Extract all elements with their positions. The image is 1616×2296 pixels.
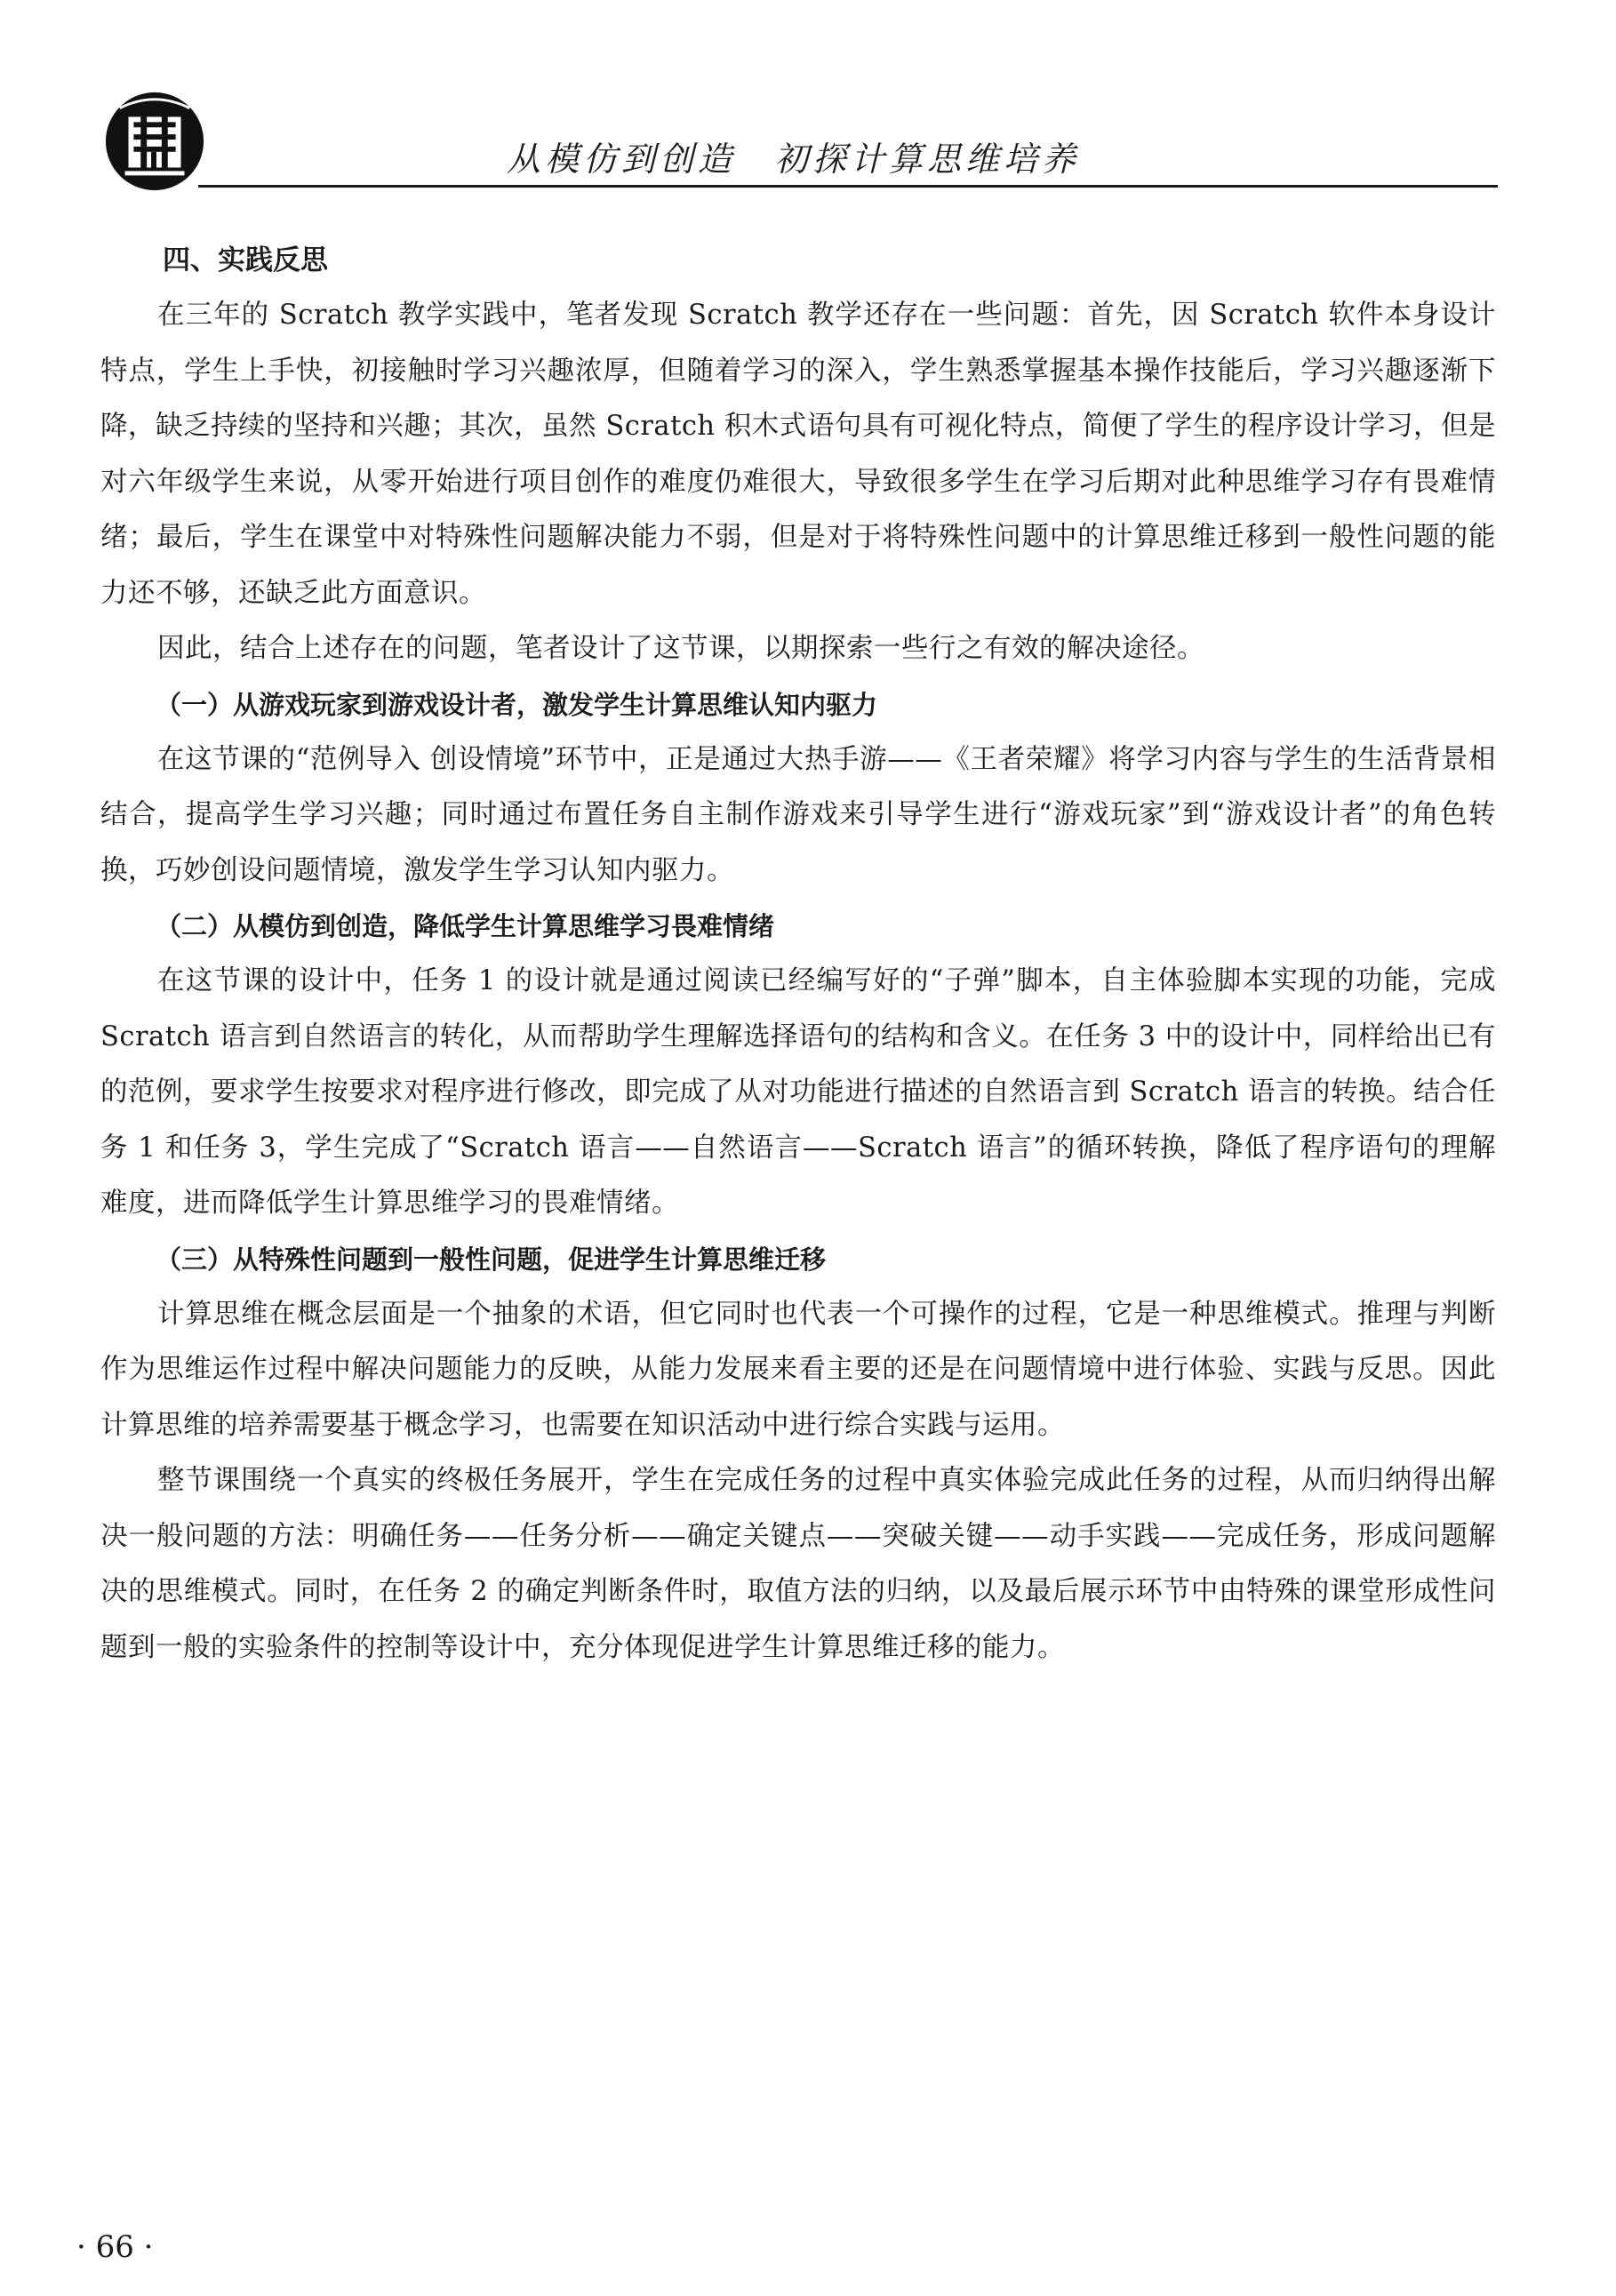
page-number: · 66 · [76,2229,154,2265]
subsection-heading: （一）从游戏玩家到游戏设计者，激发学生计算思维认知内驱力 [156,689,878,720]
subsection-heading: （三）从特殊性问题到一般性问题，促进学生计算思维迁移 [156,1244,827,1275]
header-rule [198,185,1498,188]
running-header-title: 从模仿到创造 初探计算思维培养 [506,140,1080,179]
paragraph: 在这节课的“范例导入 创设情境”环节中，正是通过大热手游——《王者荣耀》将学习内容与学生的生活背景相结合，提高学生学习兴趣；同时通过布置任务自主制作游戏来引导学生进行“游戏玩家”到“游戏设计者”的角色转换，巧妙创设问题情境，激发学生学习认知内驱力。 [100,743,1496,886]
subsection-heading: （二）从模仿到创造，降低学生计算思维学习畏难情绪 [156,911,775,941]
section-heading: 四、实践反思 [163,244,328,276]
paragraph: 整节课围绕一个真实的终极任务展开，学生在完成任务的过程中真实体验完成此任务的过程，从而归纳得出解决一般问题的方法：明确任务——任务分析——确定关键点——突破关键——动手实践——完成任务，形成问题解决的思维模式。同时，在任务 2 的确定判断条件时，取值方法的归纳，以及最后展示环节中由特殊的课堂形成性问题到一般的实验条件的控制等设计中，充分体现促进学生计算思维迁移的能力。 [100,1465,1496,1663]
page-header [102,89,1498,196]
paragraph: 在这节课的设计中，任务 1 的设计就是通过阅读已经编写好的“子弹”脚本，自主体验脚本实现的功能，完成 Scratch 语言到自然语言的转化，从而帮助学生理解选择语句的结构和含义。在任务 3 中的设计中，同样给出已有的范例，要求学生按要求对程序进行修改，即完成了从对功能进行描述的自然语言到 Scratch 语言的转换。结合任务 1 和任务 3，学生完成了“Scratch 语言——自然语言——Scratch 语言”的循环转换，降低了程序语句的理解难度，进而降低学生计算思维学习的畏难情绪。 [100,965,1496,1219]
paragraph: 因此，结合上述存在的问题，笔者设计了这节课，以期探索一些行之有效的解决途径。 [157,633,1204,664]
paragraph: 计算思维在概念层面是一个抽象的术语，但它同时也代表一个可操作的过程，它是一种思维模式。推理与判断作为思维运作过程中解决问题能力的反映，从能力发展来看主要的还是在问题情境中进行体验、实践与反思。因此计算思维的培养需要基于概念学习，也需要在知识活动中进行综合实践与运用。 [100,1298,1496,1441]
journal-logo-icon [102,89,207,194]
article-body [100,233,1496,1676]
paragraph: 在三年的 Scratch 教学实践中，笔者发现 Scratch 教学还存在一些问题：首先，因 Scratch 软件本身设计特点，学生上手快，初接触时学习兴趣浓厚，但随着学习的深入，学生熟悉掌握基本操作技能后，学习兴趣逐渐下降，缺乏持续的坚持和兴趣；其次，虽然 Scratch 积木式语句具有可视化特点，简便了学生的程序设计学习，但是对六年级学生来说，从零开始进行项目创作的难度仍难很大，导致很多学生在学习后期对此种思维学习存有畏难情绪；最后，学生在课堂中对特殊性问题解决能力不弱，但是对于将特殊性问题中的计算思维迁移到一般性问题的能力还不够，还缺乏此方面意识。 [100,300,1496,609]
